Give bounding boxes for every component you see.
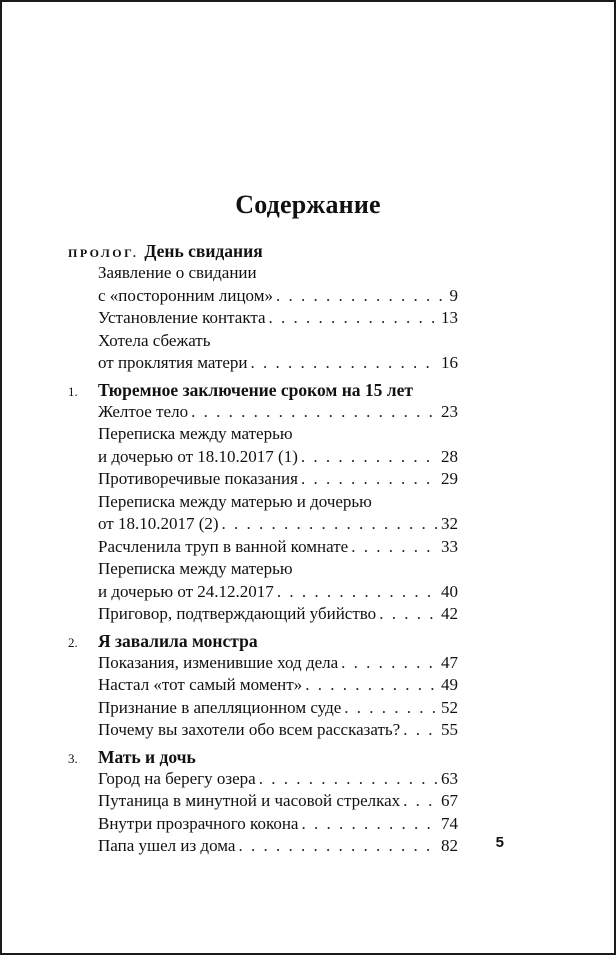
entry-text: и дочерью от 24.12.2017 bbox=[98, 581, 274, 601]
chapter-entries bbox=[98, 401, 458, 626]
entry-page: 13 bbox=[441, 308, 458, 327]
entry-page: 29 bbox=[441, 469, 458, 488]
leader-dots bbox=[276, 285, 448, 308]
leader-dots bbox=[251, 352, 439, 375]
leader-dots bbox=[403, 719, 439, 742]
entry-text: Папа ушел из дома bbox=[98, 836, 236, 855]
entry-text: Хотела сбежать bbox=[98, 330, 211, 350]
toc-entry[interactable] bbox=[98, 468, 458, 491]
leader-dots bbox=[301, 468, 439, 491]
prologue-heading bbox=[68, 240, 458, 262]
toc-entry[interactable] bbox=[98, 352, 458, 375]
entry-text: Расчленила труп в ванной комнате bbox=[98, 536, 349, 556]
prologue-entries bbox=[98, 262, 458, 375]
entry-text: от проклятия матери bbox=[98, 353, 248, 372]
entry-text: Установление контакта bbox=[98, 308, 266, 327]
toc-entry[interactable] bbox=[98, 652, 458, 675]
toc-entry-line[interactable] bbox=[98, 423, 458, 446]
toc-entry[interactable] bbox=[98, 401, 458, 424]
toc-entry[interactable] bbox=[98, 285, 458, 308]
toc-entry-line[interactable] bbox=[98, 491, 458, 514]
leader-dots bbox=[305, 674, 439, 697]
chapter-entries bbox=[98, 652, 458, 742]
toc-entry[interactable] bbox=[98, 307, 458, 330]
toc-entry[interactable] bbox=[98, 674, 458, 697]
toc-entry[interactable] bbox=[98, 536, 458, 559]
entry-page: 28 bbox=[441, 446, 458, 466]
toc-entry[interactable] bbox=[98, 603, 458, 626]
entry-page: 9 bbox=[449, 285, 458, 305]
chapter-number: 2. bbox=[68, 634, 78, 650]
entry-page: 42 bbox=[441, 604, 458, 623]
entry-text: Внутри прозрачного кокона bbox=[98, 813, 299, 833]
leader-dots bbox=[351, 536, 439, 559]
chapter-heading bbox=[68, 379, 458, 401]
entry-text: Желтое тело bbox=[98, 401, 189, 421]
leader-dots bbox=[301, 813, 439, 836]
entry-page: 49 bbox=[441, 675, 458, 694]
entry-text: и дочерью от 18.10.2017 (1) bbox=[98, 446, 298, 466]
leader-dots bbox=[191, 401, 439, 424]
prologue-title: День свидания bbox=[144, 241, 263, 261]
entry-page: 16 bbox=[441, 353, 458, 372]
entry-page: 52 bbox=[441, 697, 458, 717]
entry-page: 55 bbox=[441, 720, 458, 739]
toc-entry[interactable] bbox=[98, 835, 458, 858]
leader-dots bbox=[259, 768, 439, 791]
entry-text: Заявление о свидании bbox=[98, 263, 257, 282]
chapter-heading bbox=[68, 630, 458, 652]
leader-dots bbox=[301, 446, 439, 469]
table-of-contents bbox=[68, 240, 458, 858]
chapter-title: Мать и дочь bbox=[98, 746, 196, 767]
entry-text: Город на берегу озера bbox=[98, 768, 256, 788]
entry-text: Признание в апелляционном суде bbox=[98, 697, 342, 717]
toc-entry[interactable] bbox=[98, 513, 458, 536]
leader-dots bbox=[277, 581, 439, 604]
entry-text: Настал «тот самый момент» bbox=[98, 675, 303, 694]
entry-text: Путаница в минутной и часовой стрелках bbox=[98, 791, 401, 810]
prologue-label: ПРОЛОГ. bbox=[68, 246, 139, 260]
entry-page: 63 bbox=[441, 768, 458, 788]
toc-title: Содержание bbox=[235, 190, 381, 219]
chapter-heading bbox=[68, 746, 458, 768]
entry-text: Переписка между матерью bbox=[98, 424, 293, 443]
toc-entry-line[interactable] bbox=[98, 558, 458, 581]
entry-page: 32 bbox=[441, 514, 458, 533]
toc-entry[interactable] bbox=[98, 719, 458, 742]
leader-dots bbox=[269, 307, 439, 330]
chapter-number: 1. bbox=[68, 383, 78, 399]
entry-page: 40 bbox=[441, 581, 458, 601]
chapter-title: Я завалила монстра bbox=[98, 630, 258, 651]
entry-text: Приговор, подтверждающий убийство bbox=[98, 604, 377, 623]
leader-dots bbox=[341, 652, 439, 675]
entry-text: Почему вы захотели обо всем рассказать? bbox=[98, 720, 401, 739]
chapter-title: Тюремное заключение сроком на 15 лет bbox=[98, 379, 413, 400]
leader-dots bbox=[238, 835, 439, 858]
leader-dots bbox=[222, 513, 439, 536]
entry-text: Переписка между матерью bbox=[98, 559, 293, 578]
entry-page: 67 bbox=[441, 791, 458, 810]
toc-entry[interactable] bbox=[98, 790, 458, 813]
entry-text: с «посторонним лицом» bbox=[98, 285, 273, 305]
entry-page: 74 bbox=[441, 813, 458, 833]
entry-page: 47 bbox=[441, 652, 458, 672]
leader-dots bbox=[403, 790, 439, 813]
toc-entry[interactable] bbox=[98, 446, 458, 469]
entry-page: 23 bbox=[441, 401, 458, 421]
entry-text: от 18.10.2017 (2) bbox=[98, 514, 219, 533]
toc-entry-line[interactable] bbox=[98, 330, 458, 353]
entry-page: 33 bbox=[441, 536, 458, 556]
chapter-number: 3. bbox=[68, 750, 78, 766]
entry-text: Переписка между матерью и дочерью bbox=[98, 491, 372, 511]
entry-page: 82 bbox=[441, 836, 458, 855]
page-number: 5 bbox=[495, 834, 504, 851]
toc-entry-line[interactable] bbox=[98, 262, 458, 285]
toc-entry[interactable] bbox=[98, 768, 458, 791]
entry-text: Показания, изменившие ход дела bbox=[98, 652, 339, 672]
leader-dots bbox=[379, 603, 439, 626]
toc-entry[interactable] bbox=[98, 697, 458, 720]
toc-entry[interactable] bbox=[98, 581, 458, 604]
entry-text: Противоречивые показания bbox=[98, 469, 298, 488]
toc-entry[interactable] bbox=[98, 813, 458, 836]
chapter-entries bbox=[98, 768, 458, 858]
leader-dots bbox=[344, 697, 439, 720]
